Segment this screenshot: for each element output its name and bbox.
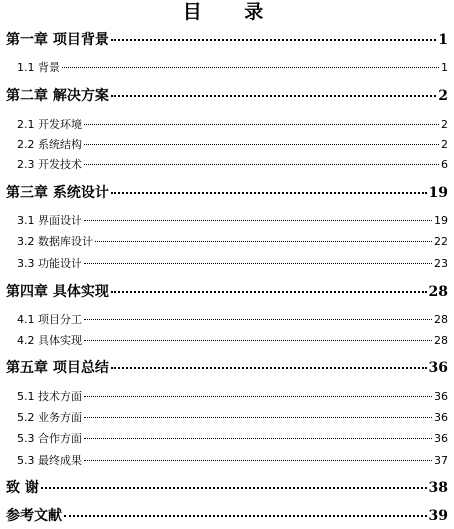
entry-label: 参考文献 <box>6 508 62 524</box>
entry-label: 5.1 技术方面 <box>17 390 82 403</box>
toc-section-entry <box>17 256 448 271</box>
toc-chapter-entry <box>6 87 448 105</box>
dot-leader <box>84 319 432 320</box>
dot-leader <box>62 67 439 68</box>
toc-section-entry <box>17 333 448 348</box>
entry-label: 第五章 项目总结 <box>6 360 109 376</box>
entry-page-number: 36 <box>434 411 448 424</box>
entry-page-number: 2 <box>438 88 448 104</box>
toc-section-entry <box>17 410 448 425</box>
entry-page-number: 36 <box>434 432 448 445</box>
toc-section-entry <box>17 213 448 228</box>
entry-label: 第二章 解决方案 <box>6 88 109 104</box>
entry-label: 致 谢 <box>6 480 39 496</box>
toc-section-entry <box>17 60 448 75</box>
toc-section-entry <box>17 234 448 249</box>
entry-label: 第四章 具体实现 <box>6 284 109 300</box>
entry-page-number: 36 <box>434 390 448 403</box>
entry-page-number: 19 <box>434 214 448 227</box>
dot-leader <box>64 515 427 517</box>
dot-leader <box>111 39 436 41</box>
entry-label: 3.1 界面设计 <box>17 214 82 227</box>
toc-section-entry <box>17 137 448 152</box>
entry-page-number: 2 <box>441 138 448 151</box>
toc-section-entry <box>17 312 448 327</box>
entry-label: 2.1 开发环境 <box>17 118 82 131</box>
entry-page-number: 2 <box>441 118 448 131</box>
toc-section-entry <box>17 157 448 172</box>
dot-leader <box>84 396 432 397</box>
entry-page-number: 28 <box>428 284 448 300</box>
toc-chapter-entry <box>6 283 448 301</box>
entry-page-number: 28 <box>434 313 448 326</box>
toc-chapter-entry <box>6 184 448 202</box>
entry-page-number: 22 <box>434 235 448 248</box>
toc-chapter-entry <box>6 479 448 497</box>
dot-leader <box>111 95 436 97</box>
entry-page-number: 39 <box>428 508 448 524</box>
toc-section-entry <box>17 431 448 446</box>
toc-title: 目 录 <box>182 1 282 23</box>
dot-leader <box>84 164 439 165</box>
dot-leader <box>84 417 432 418</box>
entry-label: 3.3 功能设计 <box>17 257 82 270</box>
entry-page-number: 1 <box>441 61 448 74</box>
dot-leader <box>84 144 439 145</box>
toc-section-entry <box>17 389 448 404</box>
entry-label: 4.1 项目分工 <box>17 313 82 326</box>
toc-chapter-entry <box>6 31 448 49</box>
toc-section-entry <box>17 117 448 132</box>
entry-label: 1.1 背景 <box>17 61 60 74</box>
entry-page-number: 38 <box>428 480 448 496</box>
entry-page-number: 6 <box>441 158 448 171</box>
dot-leader <box>84 124 439 125</box>
entry-page-number: 37 <box>434 454 448 467</box>
entry-page-number: 36 <box>428 360 448 376</box>
entry-page-number: 23 <box>434 257 448 270</box>
dot-leader <box>111 291 427 293</box>
toc-section-entry <box>17 453 448 468</box>
entry-label: 2.3 开发技术 <box>17 158 82 171</box>
entry-label: 2.2 系统结构 <box>17 138 82 151</box>
dot-leader <box>111 367 427 369</box>
dot-leader <box>41 487 427 489</box>
entry-label: 5.3 合作方面 <box>17 432 82 445</box>
entry-label: 第三章 系统设计 <box>6 185 109 201</box>
toc-chapter-entry <box>6 507 448 525</box>
dot-leader <box>84 340 432 341</box>
dot-leader <box>111 192 427 194</box>
entry-label: 5.2 业务方面 <box>17 411 82 424</box>
dot-leader <box>84 460 432 461</box>
dot-leader <box>84 220 432 221</box>
entry-page-number: 19 <box>428 185 448 201</box>
dot-leader <box>84 263 432 264</box>
entry-page-number: 28 <box>434 334 448 347</box>
toc-chapter-entry <box>6 359 448 377</box>
dot-leader <box>84 438 432 439</box>
entry-label: 第一章 项目背景 <box>6 32 109 48</box>
dot-leader <box>95 241 432 242</box>
entry-label: 4.2 具体实现 <box>17 334 82 347</box>
entry-page-number: 1 <box>438 32 448 48</box>
entry-label: 3.2 数据库设计 <box>17 235 93 248</box>
entry-label: 5.3 最终成果 <box>17 454 82 467</box>
